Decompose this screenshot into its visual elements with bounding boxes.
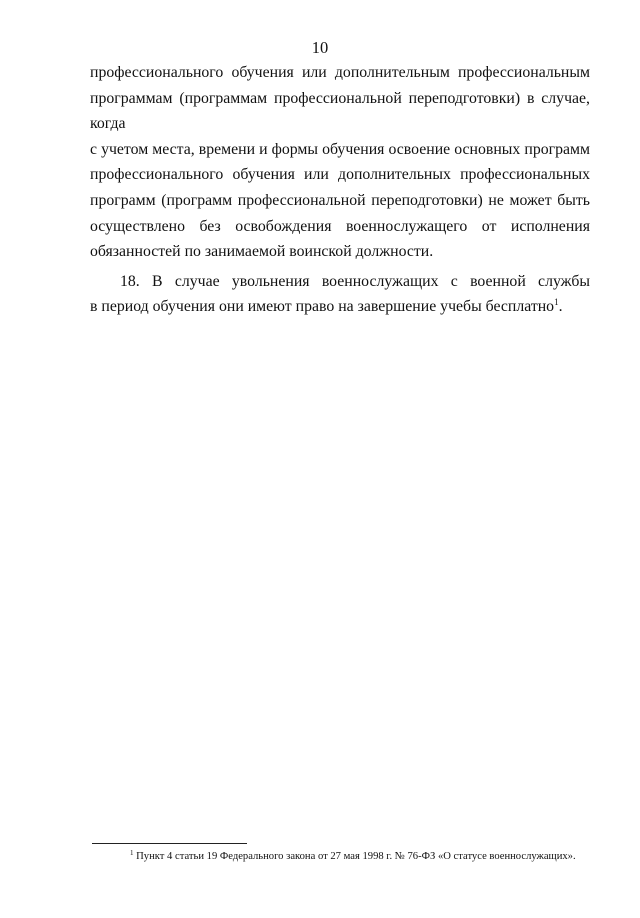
text-line: профессионального обучения или дополнительным профессиональным <box>90 64 590 81</box>
footnote-separator <box>92 843 247 844</box>
period: . <box>558 298 563 316</box>
footnote-text: Пункт 4 статьи 19 Федерального закона от 27 мая 1998 г. № 76-ФЗ «О статусе военнослужащих». <box>133 851 576 862</box>
footnote <box>130 851 576 862</box>
text-line: профессионального обучения или дополнительных профессиональных <box>90 166 590 184</box>
footnote-mark: 1 <box>130 849 134 857</box>
paragraph-18-text: в период обучения они имеют право на завершение учебы бесплатно <box>90 298 555 316</box>
document-body <box>90 60 590 320</box>
text-line: с учетом места, времени и формы обучения освоение основных программ <box>90 140 590 158</box>
text-line: программам (программам профессиональной переподготовки) в случае, когда <box>90 89 590 133</box>
text-line: программ (программ профессиональной переподготовки) не может быть <box>90 191 590 209</box>
paragraph-18-line-2 <box>90 294 590 320</box>
page-number: 10 <box>311 38 329 57</box>
footnote-reference: 1 <box>554 297 559 308</box>
paragraph-18-line-1: 18. В случае увольнения военнослужащих с военной службы <box>120 272 590 290</box>
text-line: осуществлено без освобождения военнослужащего от исполнения <box>90 217 590 235</box>
text-line: обязанностей по занимаемой воинской должности. <box>90 243 434 261</box>
